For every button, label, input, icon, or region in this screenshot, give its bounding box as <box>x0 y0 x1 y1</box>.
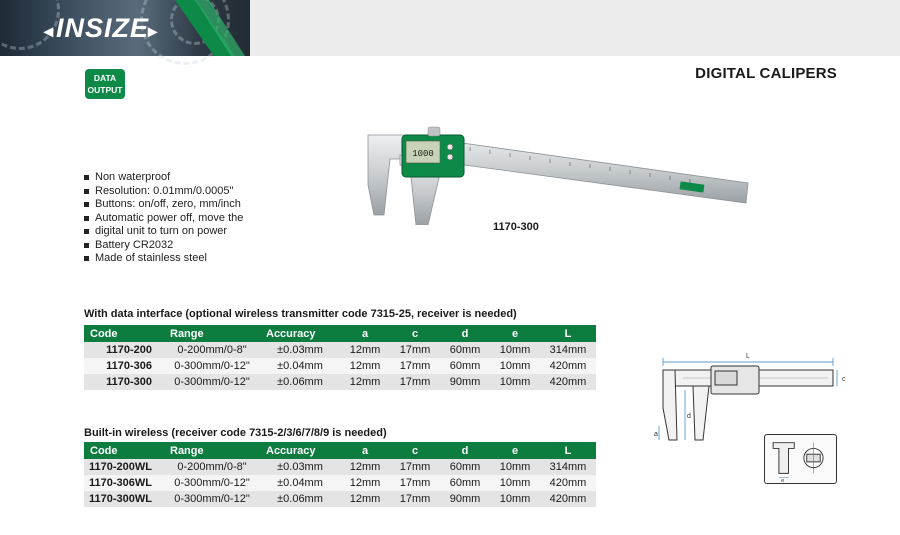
badge-line2: OUTPUT <box>87 85 123 95</box>
col-header-a: a <box>340 442 390 459</box>
cell-code: 1170-306WL <box>84 475 164 491</box>
product-model-label: 1170-300 <box>493 221 539 233</box>
badge-line1: DATA <box>93 73 117 83</box>
feature-item: Battery CR2032 <box>84 239 243 253</box>
spec-table-data-interface <box>84 325 596 390</box>
cell-a: 12mm <box>340 491 390 507</box>
table-row <box>84 358 596 374</box>
table-row <box>84 459 596 475</box>
cell-L: 314mm <box>540 342 596 358</box>
table-row <box>84 342 596 358</box>
cell-range: 0-300mm/0-12" <box>164 358 260 374</box>
header-banner <box>0 0 900 56</box>
brand-logo: INSIZE <box>56 13 150 43</box>
page-title: DIGITAL CALIPERS <box>695 65 837 82</box>
table2-caption: Built-in wireless (receiver code 7315-2/3/6/7/8/9 is needed) <box>84 427 387 439</box>
cell-L: 420mm <box>540 475 596 491</box>
cell-e: 10mm <box>490 374 540 390</box>
col-header-code: Code <box>84 325 164 342</box>
cell-range: 0-300mm/0-12" <box>164 374 260 390</box>
col-header-L: L <box>540 442 596 459</box>
feature-item: Automatic power off, move the <box>84 212 243 226</box>
cell-accuracy: ±0.06mm <box>260 491 340 507</box>
feature-item: Non waterproof <box>84 171 243 185</box>
cell-a: 12mm <box>340 374 390 390</box>
cell-code: 1170-306 <box>84 358 164 374</box>
cell-L: 314mm <box>540 459 596 475</box>
col-header-c: c <box>390 442 440 459</box>
cell-a: 12mm <box>340 475 390 491</box>
cell-e: 10mm <box>490 491 540 507</box>
col-header-accuracy: Accuracy <box>260 325 340 342</box>
cell-d: 90mm <box>440 491 490 507</box>
feature-item: Buttons: on/off, zero, mm/inch <box>84 198 243 212</box>
cell-code: 1170-200 <box>84 342 164 358</box>
col-header-e: e <box>490 442 540 459</box>
caliper-dimension-diagram <box>653 348 848 446</box>
table-row <box>84 374 596 390</box>
col-header-a: a <box>340 325 390 342</box>
cell-d: 60mm <box>440 459 490 475</box>
cell-d: 60mm <box>440 475 490 491</box>
cell-accuracy: ±0.03mm <box>260 342 340 358</box>
cell-range: 0-300mm/0-12" <box>164 475 260 491</box>
cell-code: 1170-300 <box>84 374 164 390</box>
cell-e: 10mm <box>490 358 540 374</box>
cell-L: 420mm <box>540 358 596 374</box>
col-header-c: c <box>390 325 440 342</box>
dimension-label-d: d <box>687 413 691 420</box>
logo-arrow-right-icon: ▸ <box>148 21 158 41</box>
table-row <box>84 475 596 491</box>
cell-accuracy: ±0.04mm <box>260 475 340 491</box>
cell-c: 17mm <box>390 475 440 491</box>
cell-d: 60mm <box>440 342 490 358</box>
cell-a: 12mm <box>340 459 390 475</box>
lcd-reading: 1000 <box>412 149 434 159</box>
cell-c: 17mm <box>390 374 440 390</box>
cell-c: 17mm <box>390 358 440 374</box>
col-header-range: Range <box>164 325 260 342</box>
logo-arrow-left-icon: ◂ <box>44 21 54 41</box>
cell-range: 0-200mm/0-8" <box>164 342 260 358</box>
cell-range: 0-300mm/0-12" <box>164 491 260 507</box>
col-header-code: Code <box>84 442 164 459</box>
cell-e: 10mm <box>490 475 540 491</box>
cell-d: 90mm <box>440 374 490 390</box>
dimension-label-c: c <box>842 376 846 383</box>
caliper-product-image <box>350 125 750 225</box>
col-header-e: e <box>490 325 540 342</box>
cell-code: 1170-300WL <box>84 491 164 507</box>
dimension-label-a: a <box>654 431 658 438</box>
dimension-label-e: e <box>781 478 785 484</box>
data-output-badge <box>85 69 125 99</box>
cell-code: 1170-200WL <box>84 459 164 475</box>
cell-a: 12mm <box>340 342 390 358</box>
col-header-range: Range <box>164 442 260 459</box>
cell-range: 0-200mm/0-8" <box>164 459 260 475</box>
cell-accuracy: ±0.06mm <box>260 374 340 390</box>
cell-e: 10mm <box>490 342 540 358</box>
feature-item-continuation: digital unit to turn on power <box>84 225 243 239</box>
feature-list <box>84 171 243 266</box>
cell-c: 17mm <box>390 491 440 507</box>
cell-c: 17mm <box>390 459 440 475</box>
cell-e: 10mm <box>490 459 540 475</box>
col-header-L: L <box>540 325 596 342</box>
table1-caption: With data interface (optional wireless transmitter code 7315-25, receiver is needed) <box>84 308 517 320</box>
jaw-cross-section-diagram <box>764 434 837 484</box>
dimension-label-L: L <box>746 353 750 360</box>
cell-d: 60mm <box>440 358 490 374</box>
spec-table-built-in-wireless <box>84 442 596 507</box>
table-row <box>84 491 596 507</box>
feature-item: Resolution: 0.01mm/0.0005" <box>84 185 243 199</box>
cell-c: 17mm <box>390 342 440 358</box>
cell-a: 12mm <box>340 358 390 374</box>
col-header-accuracy: Accuracy <box>260 442 340 459</box>
feature-item: Made of stainless steel <box>84 252 243 266</box>
cell-accuracy: ±0.03mm <box>260 459 340 475</box>
col-header-d: d <box>440 442 490 459</box>
col-header-d: d <box>440 325 490 342</box>
cell-L: 420mm <box>540 491 596 507</box>
cell-accuracy: ±0.04mm <box>260 358 340 374</box>
cell-L: 420mm <box>540 374 596 390</box>
